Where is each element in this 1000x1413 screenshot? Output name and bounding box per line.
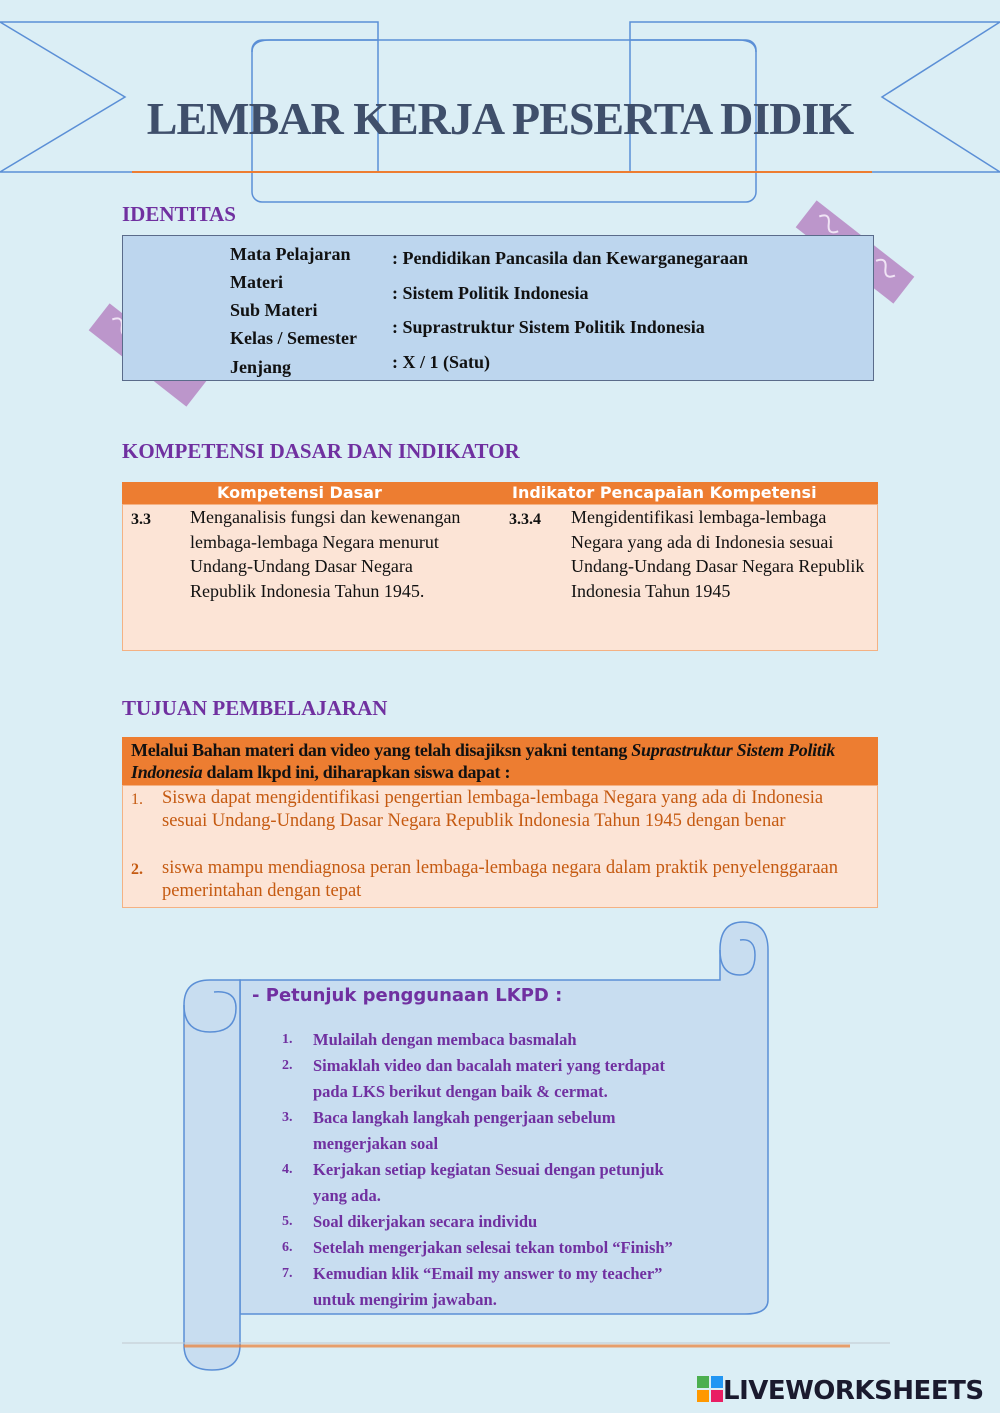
identitas-heading: IDENTITAS xyxy=(122,202,236,226)
step-number: 5. xyxy=(282,1214,293,1229)
kd-number: 3.3 xyxy=(131,511,151,528)
ident-label: Kelas / Semester xyxy=(230,328,357,348)
ident-label: Mata Pelajaran xyxy=(230,244,351,264)
ident-label: Materi xyxy=(230,272,283,292)
step-number: 4. xyxy=(282,1162,293,1177)
step-text: Kemudian klik “Email my answer to my teacher” xyxy=(313,1264,663,1283)
petunjuk-title xyxy=(252,985,562,1006)
kd-text: Menganalisis fungsi dan kewenangan lembaga-lembaga Negara menurut Undang-Undang Dasar Negara Republik Indonesia Tahun 1945. xyxy=(190,507,461,601)
step-text: untuk mengirim jawaban. xyxy=(313,1290,497,1309)
step-text: Setelah mengerjakan selesai tekan tombol “Finish” xyxy=(313,1238,673,1257)
step-number: 3. xyxy=(282,1110,293,1125)
step-text: Kerjakan setiap kegiatan Sesuai dengan petunjuk xyxy=(313,1160,664,1179)
tujuan-intro-topic: Suprastruktur Sistem Politik Indonesia xyxy=(131,740,835,782)
ipk-text: Mengidentifikasi lembaga-lembaga Negara yang ada di Indonesia sesuai Undang-Undang Dasar Negara Republik Indonesia Tahun 1945 xyxy=(571,507,865,601)
tujuan-intro xyxy=(122,737,878,785)
step-number: 1. xyxy=(282,1032,293,1047)
tujuan-intro-text: dalam lkpd ini, diharapkan siswa dapat : xyxy=(202,762,511,782)
step-text: yang ada. xyxy=(313,1186,381,1205)
step-text: Soal dikerjakan secara individu xyxy=(313,1212,538,1231)
liveworksheets-brand: LIVEWORKSHEETS xyxy=(723,1376,984,1406)
col-kd-header: Kompetensi Dasar xyxy=(217,483,382,502)
tujuan-item-number: 2. xyxy=(131,861,143,878)
step-text: Mulailah dengan membaca basmalah xyxy=(313,1030,577,1049)
step-number: 7. xyxy=(282,1266,293,1281)
ident-label: Jenjang xyxy=(230,357,292,377)
tujuan-item-number: 1. xyxy=(131,791,143,808)
step-text: Simaklah video dan bacalah materi yang terdapat xyxy=(313,1056,666,1075)
step-number: 6. xyxy=(282,1240,293,1255)
petunjuk-title-text: Petunjuk penggunaan LKPD : xyxy=(265,985,563,1006)
tujuan-heading: TUJUAN PEMBELAJARAN xyxy=(122,696,388,720)
kompetensi-heading: KOMPETENSI DASAR DAN INDIKATOR xyxy=(122,439,520,463)
liveworksheets-icon xyxy=(697,1376,723,1402)
ident-value: : Pendidikan Pancasila dan Kewarganegaraan xyxy=(392,248,749,268)
step-text: pada LKS berikut dengan baik & cermat. xyxy=(313,1082,608,1101)
tujuan-item-text: Siswa dapat mengidentifikasi pengertian lembaga-lembaga Negara yang ada di Indonesia sesuai Undang-Undang Dasar Negara Republik Indonesia Tahun 1945 dengan benar xyxy=(162,788,824,831)
page-title: LEMBAR KERJA PESERTA DIDIK xyxy=(146,93,854,144)
step-text: Baca langkah langkah pengerjaan sebelum xyxy=(313,1108,616,1127)
liveworksheets-logo[interactable] xyxy=(697,1376,984,1410)
bullet-dash-icon: - xyxy=(252,985,266,1006)
step-number: 2. xyxy=(282,1058,293,1073)
ipk-number: 3.3.4 xyxy=(509,511,541,528)
step-text: mengerjakan soal xyxy=(313,1134,439,1153)
ident-value: : X / 1 (Satu) xyxy=(392,352,490,372)
kompetensi-table-header xyxy=(122,482,878,504)
col-ipk-header: Indikator Pencapaian Kompetensi xyxy=(512,483,817,502)
tujuan-item-text: siswa mampu mendiagnosa peran lembaga-lembaga negara dalam praktik penyelenggaraan pemerintahan dengan tepat xyxy=(162,858,838,901)
ident-value: : Sistem Politik Indonesia xyxy=(392,283,589,303)
ident-value: : Suprastruktur Sistem Politik Indonesia xyxy=(392,317,705,337)
tujuan-intro-text: Melalui Bahan materi dan video yang telah disajiksn yakni tentang xyxy=(131,740,632,760)
ident-label: Sub Materi xyxy=(230,300,318,320)
